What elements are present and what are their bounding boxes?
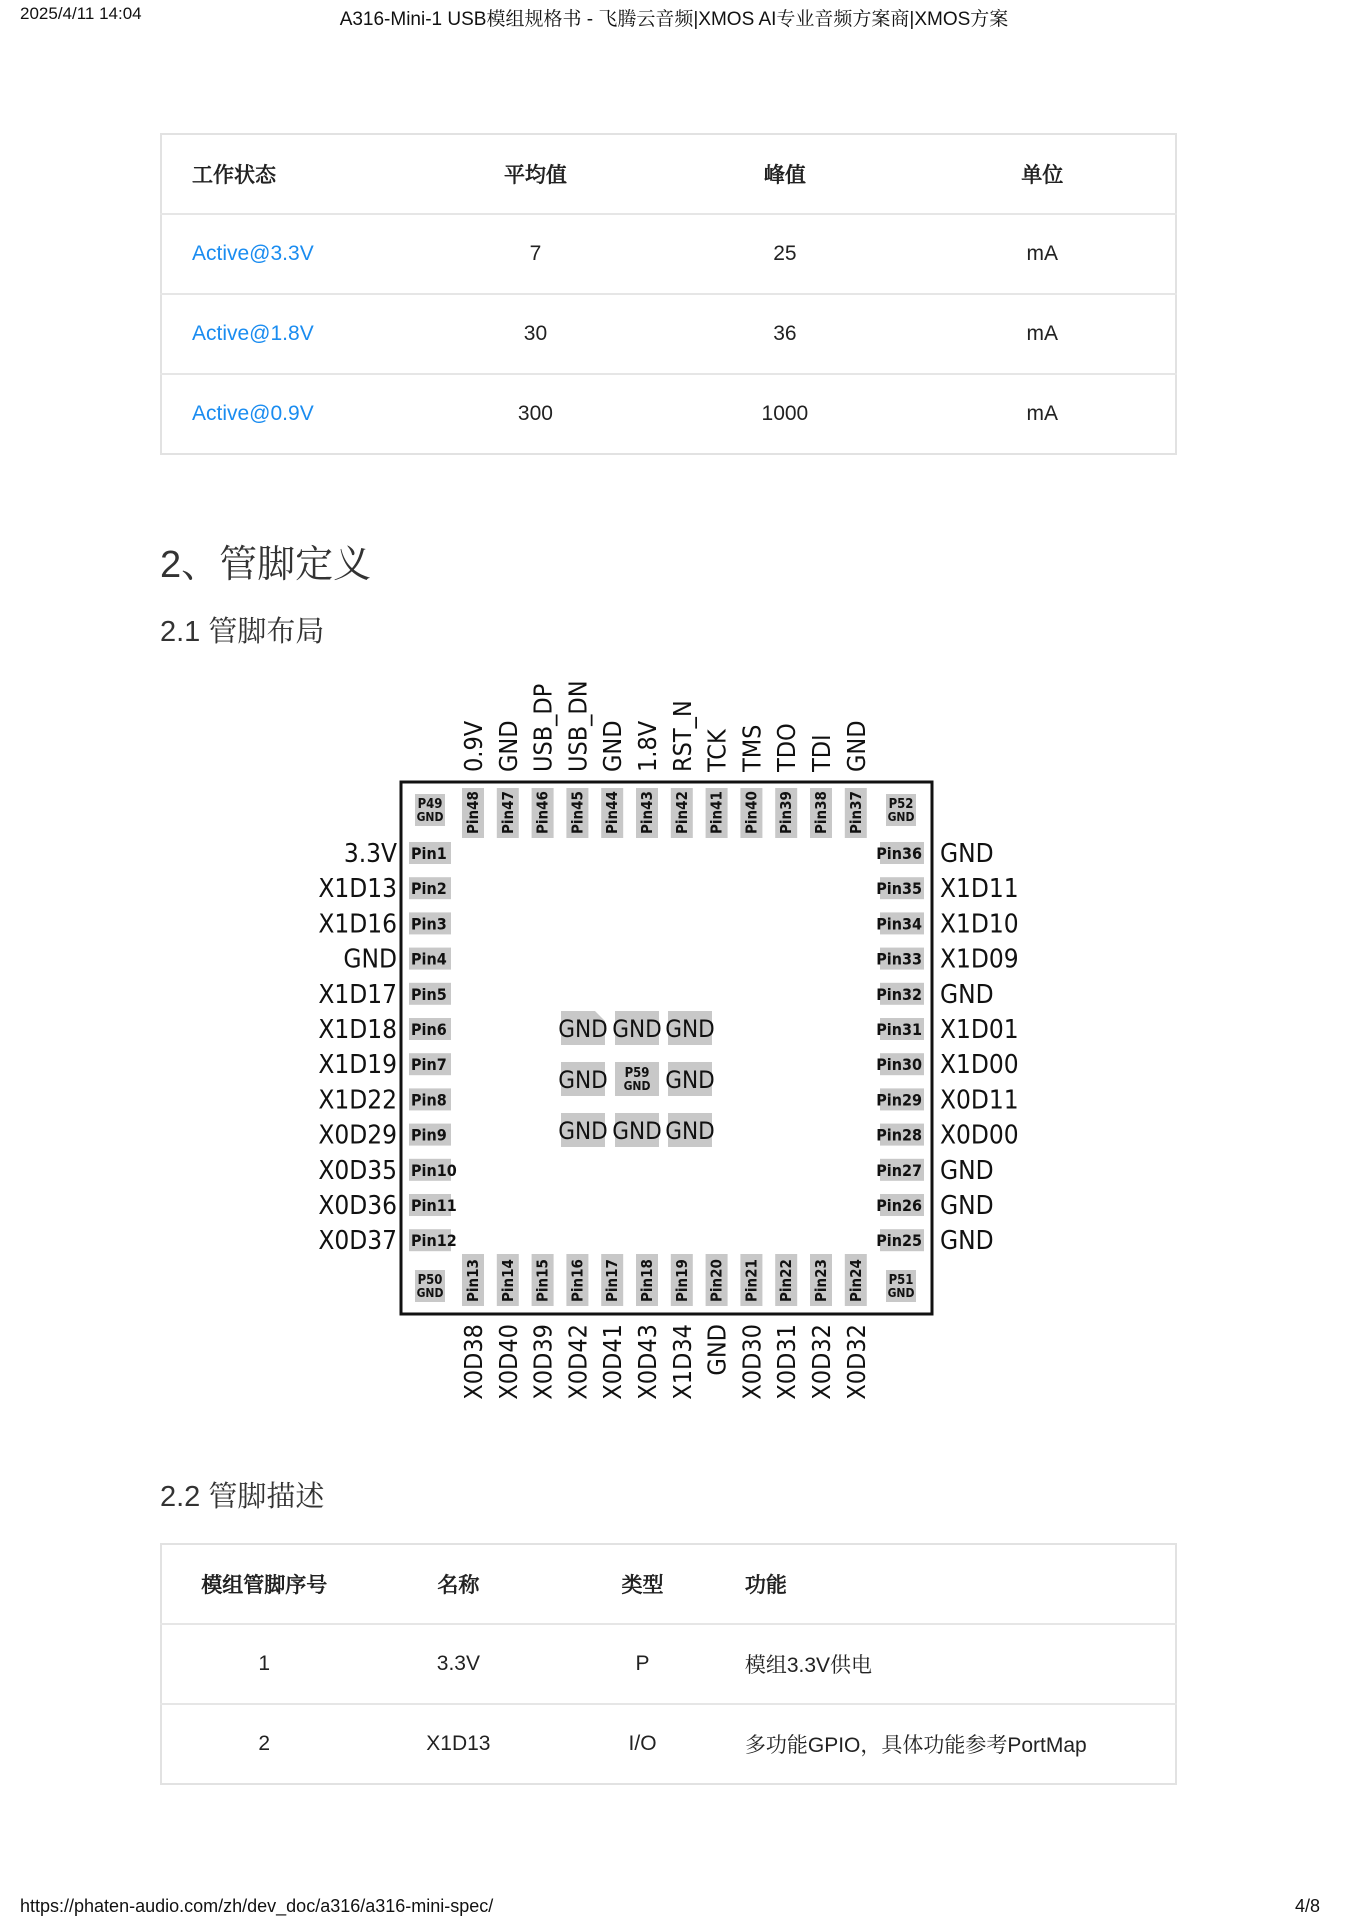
col-header-unit: 单位 xyxy=(1021,164,1064,187)
pin-function: 多功能GPIO，具体功能参考PortMap xyxy=(735,1704,1176,1784)
center-pad-label: GND xyxy=(558,1117,608,1145)
pin-number-label: Pin18 xyxy=(638,1259,656,1302)
unit-value: mA xyxy=(910,374,1176,454)
chip-outline xyxy=(401,782,932,1314)
pin-number-label: Pin10 xyxy=(411,1160,457,1180)
avg-value: 30 xyxy=(411,294,660,374)
corner-pad-name: GND xyxy=(416,1286,444,1300)
pin-signal-name: X1D01 xyxy=(940,1015,1019,1045)
col-header-function: 功能 xyxy=(744,1574,787,1597)
center-pad-label: GND xyxy=(665,1066,715,1094)
pin-signal-name: X0D32 xyxy=(807,1324,836,1400)
col-header-state: 工作状态 xyxy=(192,164,276,187)
table-row xyxy=(161,214,1176,294)
pin-signal-name: TDI xyxy=(807,734,836,772)
pin-number-label: Pin42 xyxy=(672,791,691,834)
table-row xyxy=(161,1704,1176,1784)
pin-number-label: Pin8 xyxy=(411,1090,447,1110)
table-row xyxy=(161,374,1176,454)
pin-number-label: Pin30 xyxy=(876,1055,922,1075)
corner-pad-number: P49 xyxy=(417,797,443,812)
pin-signal-name: TMS xyxy=(737,724,767,772)
pin-number-label: Pin22 xyxy=(777,1259,796,1302)
pin-number-label: Pin25 xyxy=(876,1231,922,1251)
pin-number-label: Pin16 xyxy=(568,1259,587,1302)
pin-type: I/O xyxy=(550,1704,735,1784)
pin-signal-name: RST_N xyxy=(667,700,697,772)
pin-signal-name: 1.8V xyxy=(633,720,662,772)
pin-number-label: Pin35 xyxy=(876,879,922,899)
pin-number-label: Pin3 xyxy=(411,914,447,934)
pin-signal-name: X1D13 xyxy=(318,874,397,905)
pin-signal-name: X0D36 xyxy=(318,1191,397,1221)
pin-number-label: Pin41 xyxy=(707,791,726,834)
center-pad-label: GND xyxy=(612,1015,662,1043)
center-pad-name: GND xyxy=(623,1079,651,1093)
pin-name: X1D13 xyxy=(367,1704,551,1784)
pin-signal-name: X0D42 xyxy=(563,1324,593,1400)
avg-value: 7 xyxy=(411,214,660,294)
state-link[interactable]: Active@3.3V xyxy=(161,214,411,294)
pin-signal-name: X0D39 xyxy=(528,1324,558,1400)
pin-number-label: Pin44 xyxy=(603,791,622,834)
peak-value: 25 xyxy=(660,214,909,294)
pin-number-label: Pin29 xyxy=(876,1090,922,1110)
pin-signal-name: GND xyxy=(343,944,397,975)
pin-number: 2 xyxy=(161,1704,367,1784)
table-row xyxy=(161,1624,1176,1704)
center-pad-label: GND xyxy=(558,1066,608,1094)
pin-signal-name: X1D34 xyxy=(667,1324,697,1400)
pin-signal-name: GND xyxy=(940,979,994,1010)
pin-number-label: Pin45 xyxy=(568,791,587,834)
center-pad-label: GND xyxy=(558,1015,608,1043)
pin-number-label: Pin28 xyxy=(876,1125,922,1145)
pin-signal-name: GND xyxy=(702,1324,732,1376)
pin-number-label: Pin32 xyxy=(876,984,922,1004)
pin-signal-name: X0D41 xyxy=(598,1324,628,1400)
pin-signal-name: X1D00 xyxy=(940,1050,1019,1081)
corner-pad-name: GND xyxy=(887,1286,915,1300)
print-datetime: 2025/4/11 14:04 xyxy=(20,4,142,23)
peak-value: 36 xyxy=(660,294,909,374)
pin-number-label: Pin24 xyxy=(846,1259,865,1302)
col-header-pin-no: 模组管脚序号 xyxy=(201,1574,328,1597)
pin-signal-name: X1D17 xyxy=(318,979,397,1010)
unit-value: mA xyxy=(910,214,1176,294)
pin-signal-name: 0.9V xyxy=(459,720,488,772)
pin-number-label: Pin34 xyxy=(876,914,922,934)
pin-number-label: Pin39 xyxy=(777,791,796,834)
pin-number-label: Pin4 xyxy=(411,949,447,969)
pin-signal-name: X1D22 xyxy=(318,1085,397,1116)
pin-signal-name: X1D19 xyxy=(318,1050,397,1081)
corner-pad-name: GND xyxy=(887,810,915,824)
pin-number-label: Pin43 xyxy=(638,791,656,834)
pin-number-label: Pin20 xyxy=(707,1259,726,1302)
pin-number-label: Pin17 xyxy=(603,1259,622,1302)
section-heading-pin-definition: 2、管脚定义 xyxy=(160,544,372,586)
peak-value: 1000 xyxy=(660,374,909,454)
pin-signal-name: X0D37 xyxy=(318,1226,397,1257)
pin-signal-name: 3.3V xyxy=(343,839,397,869)
pin-number-label: Pin11 xyxy=(411,1196,457,1215)
pin-type: P xyxy=(550,1624,735,1704)
col-header-peak: 峰值 xyxy=(763,164,806,187)
pin-signal-name: GND xyxy=(493,720,523,772)
pin-number-label: Pin14 xyxy=(498,1259,517,1302)
pin-number-label: Pin31 xyxy=(876,1020,922,1039)
pin-signal-name: X1D11 xyxy=(940,874,1019,905)
subsection-heading-pin-description: 2.2 管脚描述 xyxy=(160,1481,325,1513)
pin-number-label: Pin2 xyxy=(411,879,447,899)
pin-signal-name: X1D18 xyxy=(318,1015,397,1045)
state-link[interactable]: Active@1.8V xyxy=(161,294,411,374)
pin-signal-name: X0D00 xyxy=(940,1120,1019,1151)
center-pad-label: GND xyxy=(665,1015,715,1043)
pin-number-label: Pin7 xyxy=(411,1055,447,1075)
pin-signal-name: X0D31 xyxy=(772,1324,802,1400)
pin-signal-name: X0D11 xyxy=(940,1085,1019,1116)
pin-signal-name: X0D29 xyxy=(318,1120,397,1151)
col-header-type: 类型 xyxy=(621,1574,664,1597)
subsection-heading-pin-layout: 2.1 管脚布局 xyxy=(160,616,325,648)
pin-function: 模组3.3V供电 xyxy=(735,1624,1176,1704)
pin-signal-name: X1D09 xyxy=(940,944,1019,975)
pin-number-label: Pin37 xyxy=(846,791,865,834)
pin-signal-name: X0D35 xyxy=(318,1155,397,1186)
pin-signal-name: TCK xyxy=(702,729,732,772)
avg-value: 300 xyxy=(411,374,660,454)
pin-number-label: Pin36 xyxy=(876,844,922,863)
center-pad-label: GND xyxy=(612,1117,662,1145)
corner-pad-name: GND xyxy=(416,810,444,824)
pin-number-label: Pin9 xyxy=(411,1125,447,1145)
pin-number-label: Pin48 xyxy=(464,791,482,834)
pin-signal-name: X0D40 xyxy=(493,1324,523,1400)
state-link[interactable]: Active@0.9V xyxy=(161,374,411,454)
page-number: 4/8 xyxy=(1294,1896,1320,1916)
pin-signal-name: GND xyxy=(940,1155,994,1186)
pin-number-label: Pin6 xyxy=(411,1020,447,1039)
pin-signal-name: GND xyxy=(598,720,628,772)
pin-number-label: Pin33 xyxy=(876,949,922,969)
corner-pad-number: P51 xyxy=(888,1273,914,1288)
pin-signal-name: X0D38 xyxy=(459,1324,488,1400)
pin-description-table xyxy=(160,1543,1177,1785)
power-consumption-table xyxy=(160,133,1177,455)
page-url: https://phaten-audio.com/zh/dev_doc/a316/a316-mini-spec/ xyxy=(20,1896,494,1916)
pin-signal-name: GND xyxy=(940,1191,994,1221)
corner-pad-number: P50 xyxy=(417,1273,443,1288)
table-header-row xyxy=(161,134,1176,214)
pin-signal-name: X0D43 xyxy=(633,1324,662,1400)
pin-signal-name: TDO xyxy=(772,723,802,772)
pin-number-label: Pin1 xyxy=(411,844,447,863)
pin-signal-name: X0D30 xyxy=(737,1324,767,1400)
pin-number-label: Pin21 xyxy=(742,1259,761,1302)
pin-signal-name: GND xyxy=(841,720,871,772)
pin-layout-diagram xyxy=(300,660,1060,1400)
pin-number-label: Pin13 xyxy=(464,1259,482,1302)
table-header-row xyxy=(161,1544,1176,1624)
page-title: A316-Mini-1 USB模组规格书 - 飞腾云音频|XMOS AI专业音频方案商|XMOS方案 xyxy=(339,9,1009,30)
pin-signal-name: X1D10 xyxy=(940,909,1019,940)
page-break-mask xyxy=(158,1788,1180,1808)
center-pad-label: GND xyxy=(665,1117,715,1145)
corner-pad-number: P52 xyxy=(888,797,914,812)
unit-value: mA xyxy=(910,294,1176,374)
pin-signal-name: USB_DN xyxy=(563,680,593,772)
pin-number-label: Pin27 xyxy=(876,1160,922,1180)
pin-number-label: Pin40 xyxy=(742,791,761,834)
center-pad-number: P59 xyxy=(624,1066,650,1081)
pin-number-label: Pin46 xyxy=(533,791,552,834)
pin-number-label: Pin26 xyxy=(876,1196,922,1215)
col-header-name: 名称 xyxy=(437,1574,480,1597)
pin-signal-name: GND xyxy=(940,839,994,869)
pin-number-label: Pin12 xyxy=(411,1231,457,1251)
pin-number-label: Pin15 xyxy=(533,1259,552,1302)
pin-number-label: Pin47 xyxy=(498,791,517,834)
pin-number-label: Pin5 xyxy=(411,984,447,1004)
pin-signal-name: X0D32 xyxy=(841,1324,871,1400)
col-header-avg: 平均值 xyxy=(503,164,567,187)
pin-number-label: Pin38 xyxy=(812,791,830,834)
pin-signal-name: X1D16 xyxy=(318,909,397,940)
pin-name: 3.3V xyxy=(367,1624,551,1704)
pin-number-label: Pin23 xyxy=(812,1259,830,1302)
pin-signal-name: USB_DP xyxy=(528,683,558,772)
pin-number: 1 xyxy=(161,1624,367,1704)
table-row xyxy=(161,294,1176,374)
pin-signal-name: GND xyxy=(940,1226,994,1257)
pin-number-label: Pin19 xyxy=(672,1259,691,1302)
